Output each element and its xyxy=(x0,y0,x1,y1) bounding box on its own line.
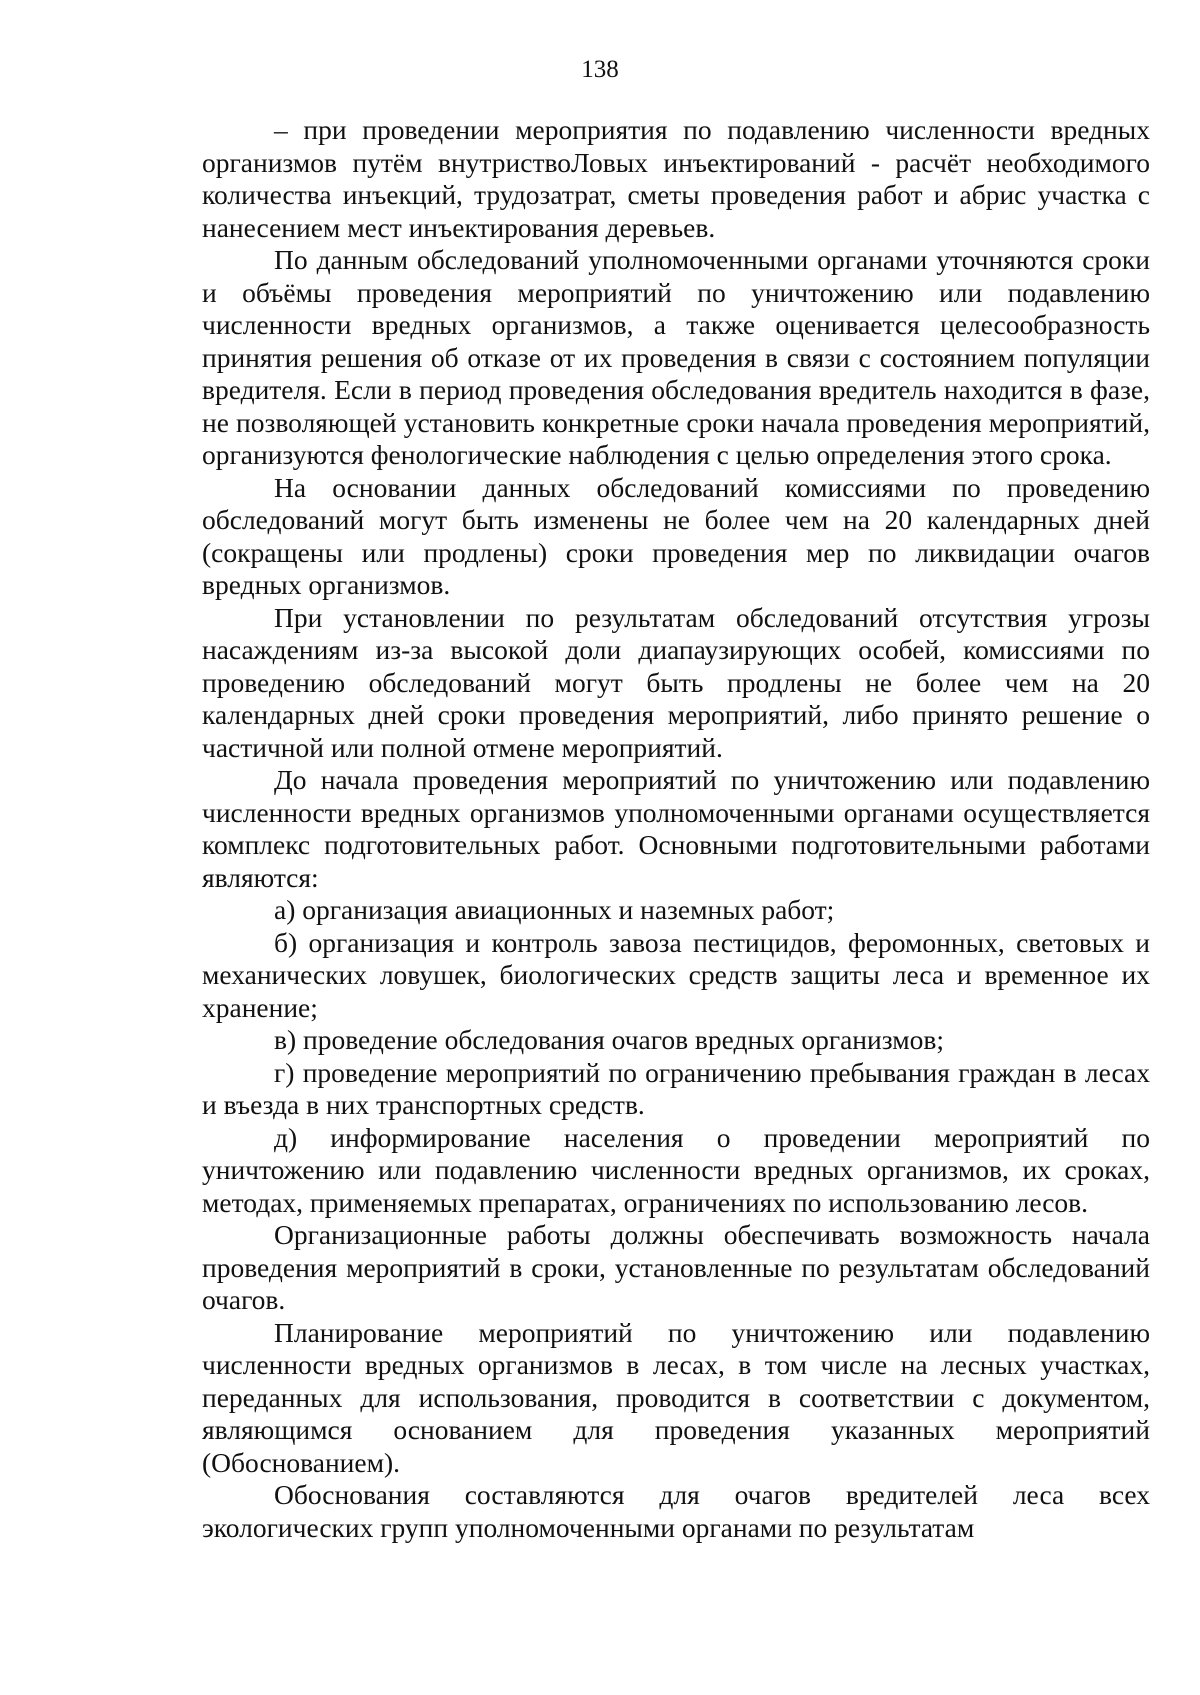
paragraph-justifications: Обоснования составляются для очагов вредителей леса всех экологических групп уполномоченными органами по результатам xyxy=(202,1479,1150,1543)
page-number: 138 xyxy=(581,56,619,83)
list-item-v: в) проведение обследования очагов вредных организмов; xyxy=(274,1024,944,1055)
paragraph-survey-data: По данным обследований уполномоченными органами уточняются сроки и объёмы проведения мероприятий по уничтожению или подавлению численности вредных организмов, а также оценивается целесообразность принятия решения об отказе от их проведения в связи с состоянием популяции вредителя. Если в период проведения обследования вредитель находится в фазе, не позволяющей установить конкретные сроки начала проведения мероприятий, организуются фенологические наблюдения с целью определения этого срока. xyxy=(202,244,1150,470)
paragraph-preparatory-works: До начала проведения мероприятий по уничтожению или подавлению численности вредных организмов уполномоченными органами осуществляется комплекс подготовительных работ. Основными подготовительными работами являются: xyxy=(202,764,1150,893)
document-body xyxy=(202,114,1150,1544)
list-item-a: а) организация авиационных и наземных работ; xyxy=(274,894,835,925)
list-item-b: б) организация и контроль завоза пестицидов, феромонных, световых и механических ловушек, биологических средств защиты леса и временное их хранение; xyxy=(202,926,1150,1023)
list-item-g: г) проведение мероприятий по ограничению пребывания граждан в лесах и въезда в них транспортных средств. xyxy=(202,1056,1150,1120)
paragraph-commission-changes: На основании данных обследований комиссиями по проведению обследований могут быть изменены не более чем на 20 календарных дней (сокращены или продлены) сроки проведения мер по ликвидации очагов вредных организмов. xyxy=(202,471,1150,600)
paragraph-injection-calculation: – при проведении мероприятия по подавлению численности вредных организмов путём внутриствоЛовых инъектирований - расчёт необходимого количества инъекций, трудозатрат, сметы проведения работ и абрис участка с нанесением мест инъектирования деревьев. xyxy=(202,114,1150,243)
paragraph-no-threat: При установлении по результатам обследований отсутствия угрозы насаждениям из-за высокой доли диапаузирующих особей, комиссиями по проведению обследований могут быть продлены не более чем на 20 календарных дней сроки проведения мероприятий, либо принято решение о частичной или полной отмене мероприятий. xyxy=(202,601,1150,763)
list-item-d: д) информирование населения о проведении мероприятий по уничтожению или подавлению численности вредных организмов, их сроках, методах, применяемых препаратах, ограничениях по использованию лесов. xyxy=(202,1121,1150,1218)
paragraph-planning: Планирование мероприятий по уничтожению или подавлению численности вредных организмов в лесах, в том числе на лесных участках, переданных для использования, проводится в соответствии с документом, являющимся основанием для проведения указанных мероприятий (Обоснованием). xyxy=(202,1316,1150,1478)
paragraph-organizational-works: Организационные работы должны обеспечивать возможность начала проведения мероприятий в сроки, установленные по результатам обследований очагов. xyxy=(202,1219,1150,1315)
